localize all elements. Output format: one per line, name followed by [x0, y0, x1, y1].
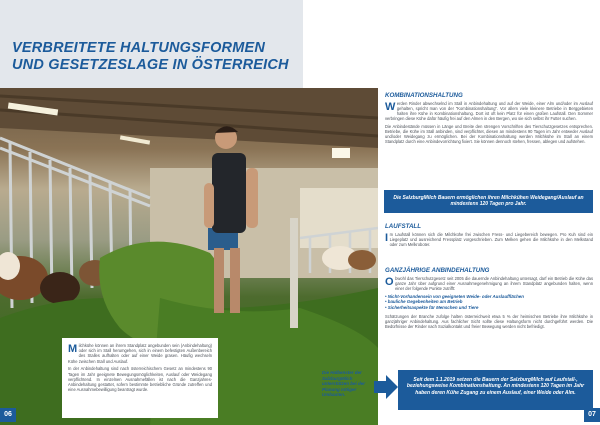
- section-laufstall: [385, 223, 593, 250]
- page-title: [12, 40, 294, 74]
- title-line-2: UND GESETZESLAGE IN ÖSTERREICH: [12, 57, 289, 73]
- page-number-left: 06: [0, 408, 16, 422]
- section-heading: GANZJÄHRIGE ANBINDEHALTUNG: [385, 267, 490, 274]
- intro-paragraph-1: Milchkühe können an ihrem Standplatz angebunden sein (Anbindehaltung) oder sich im Stall herumgehen, sich in einem befestigten Außenbereich des Stalles aufhalten oder auf einer Weide grasen. Häufig wechseln Kühe zwischen Stall und Auslauf.: [68, 342, 212, 364]
- section-ganzjaehrige-anbindehaltung: [385, 267, 593, 331]
- dropcap: M: [68, 342, 78, 355]
- planning-note: Die Halbenster der SalzburgMilch unterstützen bei der Planung nötiger Umbauten.: [322, 370, 366, 398]
- dropcap: I: [385, 231, 389, 244]
- section-paragraph: Im Laufstall können sich die Milchkühe frei zwischen Fress- und Liegebereich bewegen. Pro Kuh sind ein Liegeplatz und ausreichend Fressplatz vorgeschrieben. Zum Melken gehen die Milchkühe in den Melkstand oder zum Melkroboter.: [385, 231, 593, 248]
- section-heading: LAUFSTALL: [385, 223, 421, 230]
- dropcap: W: [385, 100, 396, 113]
- list-item: • Nicht-Vorhandensein von geeigneten Weide- oder Auslaufflächen: [385, 293, 524, 299]
- section-heading: KOMBINATIONSHALTUNG: [385, 92, 463, 99]
- callout-weidegang: Die SalzburgMilch Bauern ermöglichen ihren Milchkühen Weidegang/Auslauf an mindestens 120 Tagen pro Jahr.: [384, 190, 593, 213]
- callout-2019: Seit dem 1.1.2019 setzen die Bauern der SalzburgMilch auf Laufstall-, beziehungsweise Kombinationshaltung. An mindestens 120 Tagen im Jahr haben deren Kühe Zugang zu einem Auslauf, einer Weide oder Alm.: [398, 370, 593, 410]
- section-paragraph: Die Anbindestände müssen in Länge und Breite den strengen Vorschriften des Tierschutzgesetzes entsprechen. Betriebe, die Kühe im Stall anbinden, sind verpflichtet, diesen an mindestens 90 Tagen im Jahr entweder Auslauf und/oder Weidegang zu ermöglichen. Bei der Kombinationshaltung werden Milchkühe im Stall an einem Standplatz durch eine Anbindevorrichtung fixiert. Sie können dennoch stehen, fressen, ablegen und aufstehen.: [385, 123, 593, 145]
- dropcap: O: [385, 275, 394, 288]
- intro-text-box: [62, 338, 218, 418]
- section-paragraph: Werden Rinder abwechselnd im Stall in Anbindehaltung und auf der Weide, einer Alm und/oder im Auslauf gehalten, spricht man von der "Kombinationshaltung". Vor allem viele kleinere Betriebe in Berggebieten halten ihre Kühe in Kombinationshaltung. Dort ist oft kein Platz für einen großen Laufstall. Den Sommer verbringen diese Kühe dafür häufig frei auf den Almen in den Bergen, wo sie sich selbst ihr Futter suchen.: [385, 100, 593, 122]
- section-paragraph: Obwohl das Tierschutzgesetz seit 2005 die dauernde Anbindehaltung untersagt, darf ein Betrieb die Kühe das ganze Jahr über aufgrund einer Ausnahmegenehmigung an ihrem Standplatz angebunden halten, wenn einer der folgende Punkte zutrifft:: [385, 275, 593, 292]
- list-item: • bauliche Gegebenheiten am Betrieb: [385, 299, 463, 305]
- intro-paragraph-2: In der Anbindehaltung sind nach österreichischem Gesetz an mindestens 90 Tagen im Jahr geeignete Bewegungsmöglichkeiten, Auslauf oder Weidegang verpflichtend. In einzelnen Ausnahmefällen ist nach die Ganzjahres-Anbindehaltung gestattet, sofern bestimmte betriebliche Gründe zutreffen und eine Ausnahmebewilligung beantragt wurde.: [68, 366, 212, 393]
- list-item: • Sicherheitsaspekte für Menschen und Tiere: [385, 304, 479, 310]
- page-number-right: 07: [584, 408, 600, 422]
- criteria-list: [385, 294, 593, 311]
- arrow-right-icon: [374, 375, 398, 399]
- section-kombinationshaltung: [385, 92, 593, 147]
- section-paragraph: Schätzungen der Branche zufolge halten österreichweit etwa 5 % der heimischen Betriebe ihre Milchkühe in ganzjähriger Anbindehaltung. Aus fachlicher Sicht sollte diese Haltungsform nicht durchgeführt werden. Die Bedürfnisse der Rinder nach Sozialkontakt und freier Bewegung werden nicht befriedigt.: [385, 313, 593, 329]
- title-line-1: VERBREITETE HALTUNGSFORMEN: [12, 40, 266, 56]
